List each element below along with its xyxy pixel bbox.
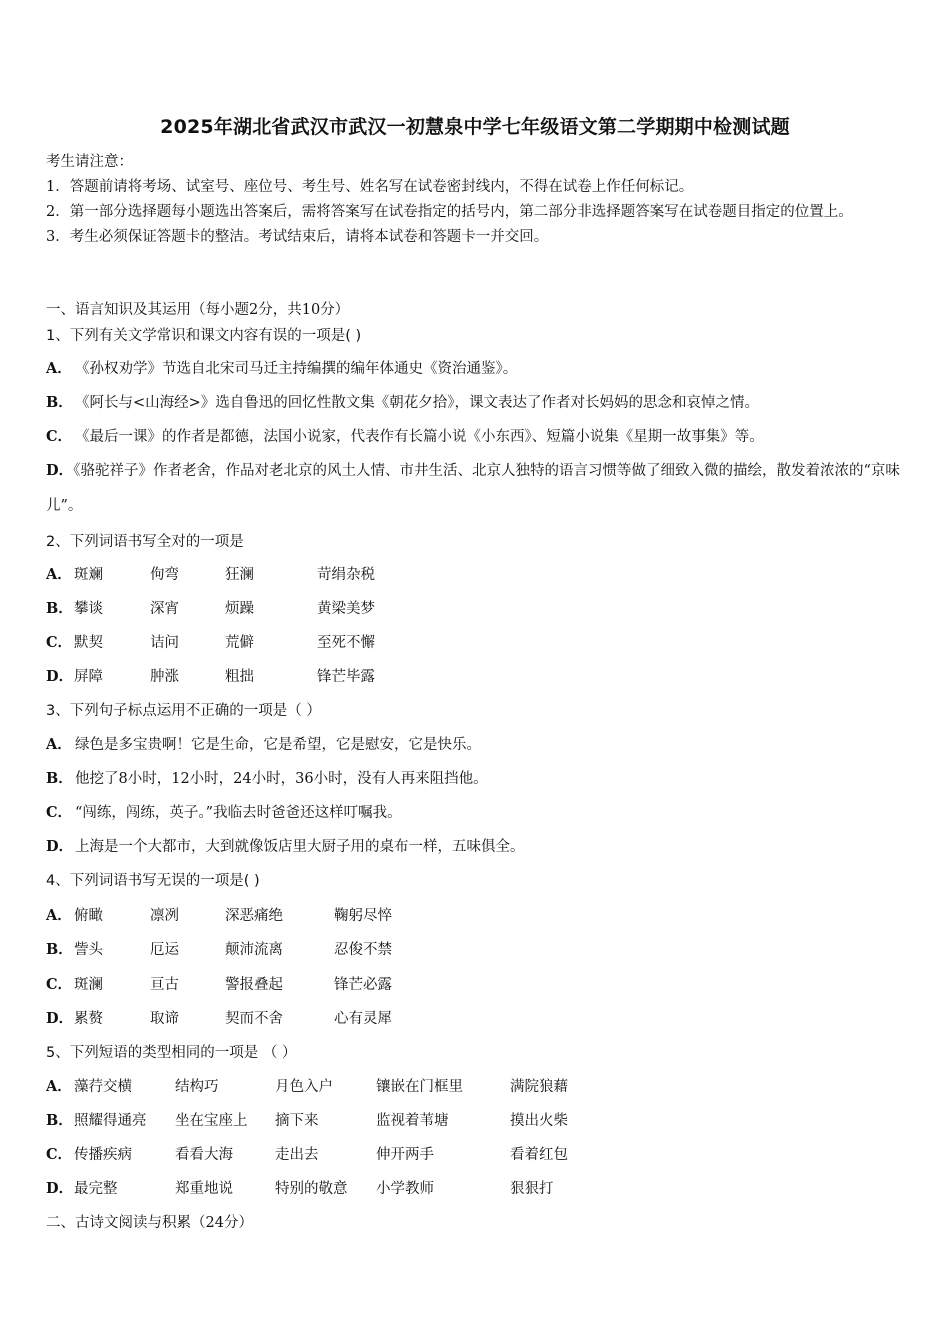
option-row [46, 769, 488, 789]
option-text: 绿色是多宝贵啊！它是生命，它是希望，它是慰安，它是快乐。 [75, 737, 481, 753]
option-label: A． [46, 1078, 72, 1095]
option-word: 粗拙 [225, 669, 254, 685]
option-word: 看看大海 [175, 1147, 233, 1163]
option-label: B． [46, 600, 73, 617]
option-label: B． [46, 770, 73, 787]
option-word: 走出去 [275, 1147, 319, 1163]
option-text: 他挖了8小时，12小时，24小时，36小时，没有人再来阻挡他。 [75, 771, 488, 787]
option-label: D． [46, 1180, 74, 1197]
option-text: 《阿长与<山海经>》选自鲁迅的回忆性散文集《朝花夕拾》，课文表达了作者对长妈妈的思念和哀悼之情。 [75, 395, 760, 411]
option-word: 荒僻 [225, 635, 254, 651]
option-word: 警报叠起 [225, 977, 283, 993]
option-word: 訾头 [74, 942, 103, 958]
option-word: 默契 [74, 635, 103, 651]
option-word: 深宵 [150, 601, 179, 617]
notice-item: 1．答题前请将考场、试室号、座位号、考生号、姓名写在试卷密封线内，不得在试卷上作任何标记。 [46, 179, 694, 195]
option-word: 小学教师 [376, 1181, 434, 1197]
question-stem: 4、下列词语书写无误的一项是( ) [46, 873, 260, 889]
option-word: 累赘 [74, 1011, 103, 1027]
option-word: 契而不舍 [225, 1011, 283, 1027]
option-label: C． [46, 1146, 73, 1163]
option-label: A． [46, 566, 72, 583]
option-word: 传播疾病 [74, 1147, 132, 1163]
option-text: 《孙权劝学》节选自北宋司马迁主持编撰的编年体通史《资治通鉴》。 [75, 361, 518, 377]
section-heading: 二、古诗文阅读与积累（24分） [46, 1215, 253, 1231]
question-stem: 5、下列短语的类型相同的一项是 （ ） [46, 1045, 297, 1061]
option-label: A． [46, 736, 72, 753]
notice-heading: 考生请注意： [46, 154, 133, 170]
option-label: A． [46, 907, 72, 924]
option-word: 镶嵌在门框里 [376, 1079, 463, 1095]
option-word: 郑重地说 [175, 1181, 233, 1197]
option-row [46, 837, 525, 857]
option-row [46, 735, 481, 755]
option-word: 俯瞰 [74, 908, 103, 924]
option-word: 斑澜 [74, 977, 103, 993]
option-text: 《最后一课》的作者是都德，法国小说家，代表作有长篇小说《小东西》、短篇小说集《星期一故事集》等。 [75, 429, 764, 445]
option-word: 狠狠打 [510, 1181, 554, 1197]
notice-block [46, 150, 906, 250]
section-heading: 一、语言知识及其运用（每小题2分，共10分） [46, 302, 350, 318]
option-word: 肿涨 [150, 669, 179, 685]
option-label: C． [46, 634, 73, 651]
option-word: 厄运 [150, 942, 179, 958]
question-stem: 3、下列句子标点运用不正确的一项是（ ） [46, 703, 321, 719]
option-label: C． [46, 976, 73, 993]
option-row [46, 393, 759, 413]
option-word: 摸出火柴 [510, 1113, 568, 1129]
option-label: D． [46, 668, 74, 685]
option-word: 监视着苇塘 [376, 1113, 449, 1129]
option-word: 烦躁 [225, 601, 254, 617]
option-text: “闯练，闯练，英子。”我临去时爸爸还这样叮嘱我。 [75, 805, 402, 821]
option-word: 满院狼藉 [510, 1079, 568, 1095]
option-word: 看着红包 [510, 1147, 568, 1163]
page-title: 2025年湖北省武汉市武汉一初慧泉中学七年级语文第二学期期中检测试题 [160, 116, 790, 138]
option-word: 锋芒必露 [334, 977, 392, 993]
option-word: 凛冽 [150, 908, 179, 924]
option-word: 至死不懈 [317, 635, 375, 651]
option-word: 斑斓 [74, 567, 103, 583]
option-word: 颠沛流离 [225, 942, 283, 958]
option-word: 攀谈 [74, 601, 103, 617]
option-label: A． [46, 360, 72, 377]
option-word: 忍俊不禁 [334, 942, 392, 958]
option-word: 锋芒毕露 [317, 669, 375, 685]
option-word: 亘古 [150, 977, 179, 993]
option-word: 鞠躬尽悴 [334, 908, 392, 924]
option-text: 《骆驼祥子》作者老舍，作品对老北京的风土人情、市井生活、北京人独特的语言习惯等做了细致入微的描绘，散发着浓浓的“京味儿”。 [46, 463, 900, 514]
option-word: 狂澜 [225, 567, 254, 583]
option-label: D． [46, 462, 74, 479]
option-word: 最完整 [74, 1181, 118, 1197]
option-label: B． [46, 394, 73, 411]
option-word: 深恶痛绝 [225, 908, 283, 924]
option-word: 苛绢杂税 [317, 567, 375, 583]
option-row [46, 359, 517, 379]
option-word: 结构巧 [175, 1079, 219, 1095]
option-label: C． [46, 804, 73, 821]
option-word: 屏障 [74, 669, 103, 685]
option-text: 上海是一个大都市，大到就像饭店里大厨子用的桌布一样，五味俱全。 [75, 839, 525, 855]
question-stem: 2、下列词语书写全对的一项是 [46, 534, 244, 550]
option-label: D． [46, 1010, 74, 1027]
question-stem: 1、下列有关文学常识和课文内容有误的一项是( ) [46, 328, 362, 344]
option-word: 心有灵犀 [334, 1011, 392, 1027]
option-row [46, 427, 764, 447]
notice-item: 2．第一部分选择题每小题选出答案后，需将答案写在试卷指定的括号内，第二部分非选择题答案写在试卷题目指定的位置上。 [46, 204, 853, 220]
option-word: 摘下来 [275, 1113, 319, 1129]
option-word: 伸开两手 [376, 1147, 434, 1163]
option-word: 黄梁美梦 [317, 601, 375, 617]
option-row [46, 803, 402, 823]
option-word: 特别的敬意 [275, 1181, 348, 1197]
option-word: 取谛 [150, 1011, 179, 1027]
option-label: B． [46, 941, 73, 958]
option-label: B． [46, 1112, 73, 1129]
notice-item: 3．考生必须保证答题卡的整洁。考试结束后，请将本试卷和答题卡一并交回。 [46, 229, 549, 245]
option-word: 月色入户 [275, 1079, 333, 1095]
option-label: D． [46, 838, 74, 855]
option-word: 照耀得通亮 [74, 1113, 147, 1129]
option-word: 坐在宝座上 [175, 1113, 248, 1129]
option-word: 佝弯 [150, 567, 179, 583]
option-row [46, 453, 908, 524]
option-word: 诘问 [150, 635, 179, 651]
option-label: C． [46, 428, 73, 445]
option-word: 藻荇交横 [74, 1079, 132, 1095]
